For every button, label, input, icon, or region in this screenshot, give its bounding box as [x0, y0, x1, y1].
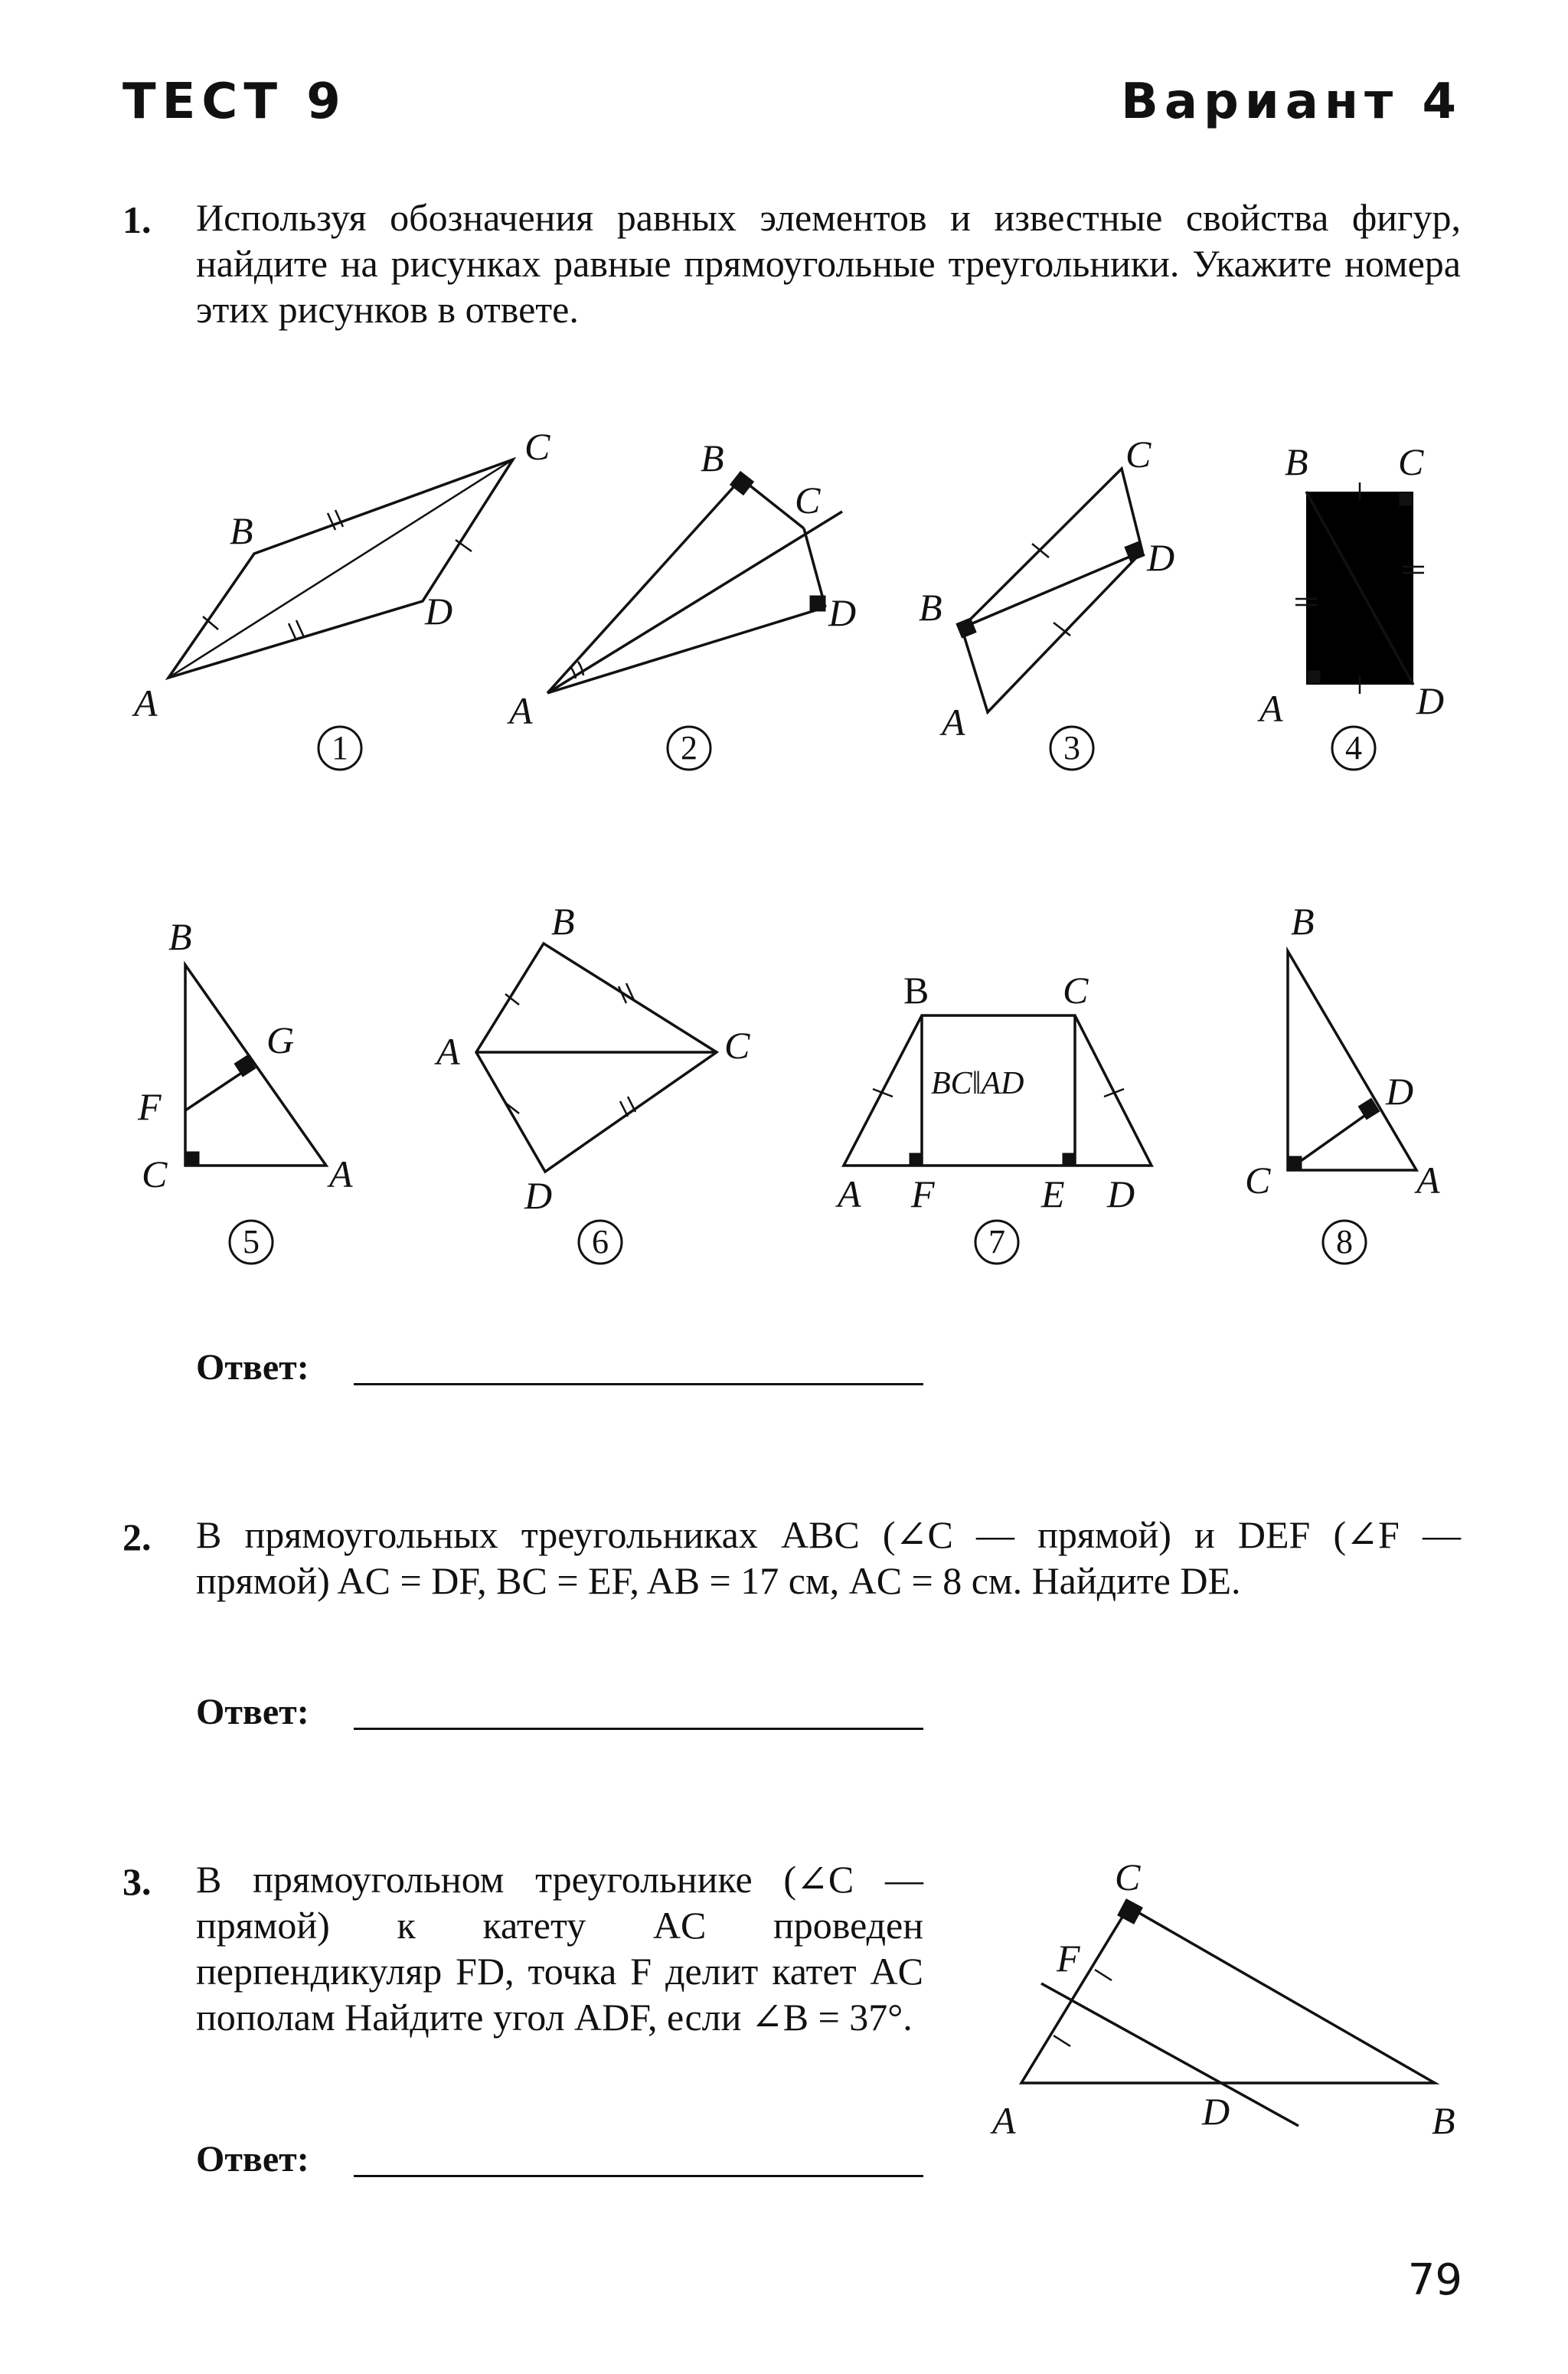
problem-1-answer-label: Ответ:	[196, 1347, 309, 1388]
figure-6-kite	[429, 896, 781, 1225]
fig5-label-g: G	[266, 1019, 295, 1061]
fig2-label-a: A	[509, 689, 533, 732]
p3-label-a: A	[992, 2099, 1016, 2142]
problem-1-answer-line[interactable]	[354, 1383, 923, 1385]
fig8-label-a: A	[1416, 1159, 1440, 1202]
fig3-number-text: 3	[1063, 729, 1080, 767]
fig7-label-e: E	[1041, 1172, 1065, 1215]
fig7-label-a: A	[838, 1172, 861, 1215]
fig6-number-text: 6	[592, 1223, 609, 1261]
fig2-label-b: B	[701, 437, 724, 479]
figure-5-triangle	[130, 911, 390, 1218]
problem-1-number: 1.	[122, 198, 152, 241]
figure-1-extra	[130, 429, 131, 430]
figure-7-trapezoid	[819, 965, 1187, 1225]
figure-3-quadrilateral	[919, 433, 1225, 744]
figure-6-number	[576, 1218, 625, 1267]
figure-2-kite	[505, 437, 873, 743]
fig4-label-d: D	[1416, 679, 1445, 722]
fig5-label-b: B	[168, 915, 192, 958]
fig3-label-c: C	[1125, 433, 1152, 476]
problem-3-number: 3.	[122, 1860, 152, 1903]
figure-problem-3-triangle	[980, 1853, 1485, 2160]
fig5-label-c: C	[142, 1153, 168, 1195]
fig2-number-text: 2	[681, 729, 697, 767]
fig7-label-f: F	[911, 1172, 935, 1215]
fig8-label-c: C	[1245, 1159, 1271, 1202]
variant-title: Вариант 4	[1121, 74, 1462, 130]
fig7-label-d: D	[1107, 1172, 1135, 1215]
fig5-label-a: A	[329, 1153, 353, 1195]
fig6-label-b: B	[551, 900, 575, 943]
figure-7-number	[972, 1218, 1021, 1267]
problem-1-text: Используя обозначения равных элементов и известные свойства фигур, найдите на рисунках равные прямоугольные треугольники. Укажите номера этих рисунков в ответе.	[196, 196, 1461, 331]
fig1-label-a: A	[134, 682, 158, 724]
problem-3-text: В прямоугольном треугольнике (∠C — прямой) к катету AC проведен перпендикуляр FD, точка F делит катет AC пополам Найдите угол ADF, если ∠B = 37°.	[196, 1858, 923, 2039]
fig1-number-text: 1	[332, 729, 348, 767]
fig3-label-b: B	[919, 586, 942, 629]
problem-2-text: В прямоугольных треугольниках ABC (∠C — прямой) и DEF (∠F — прямой) AC = DF, BC = EF, AB = 17 см, AC = 8 см. Найдите DE.	[196, 1513, 1461, 1602]
figure-2-number	[665, 724, 714, 773]
figure-1-number	[315, 724, 364, 773]
fig4-label-c: C	[1398, 440, 1424, 483]
p3-label-b: B	[1432, 2099, 1455, 2142]
test-title: ТЕСТ 9	[122, 74, 347, 130]
page-number: 79	[1407, 2255, 1462, 2305]
fig4-label-a: A	[1259, 687, 1283, 730]
fig4-label-b: B	[1285, 440, 1308, 483]
fig7-number-text: 7	[988, 1223, 1005, 1261]
figure-4-rectangle	[1256, 437, 1485, 743]
fig7-label-b: B	[903, 969, 929, 1012]
fig5-label-f: F	[138, 1085, 162, 1128]
fig6-label-a: A	[436, 1030, 460, 1073]
figure-4-number	[1329, 724, 1378, 773]
figure-3-number	[1047, 724, 1096, 773]
fig6-label-d: D	[524, 1174, 553, 1217]
fig4-number-text: 4	[1345, 729, 1362, 767]
figure-8-number	[1320, 1218, 1369, 1267]
problem-3-answer-line[interactable]	[354, 2175, 923, 2177]
fig5-number-text: 5	[243, 1223, 260, 1261]
fig2-label-c: C	[795, 479, 821, 522]
figure-8-triangle	[1233, 900, 1478, 1218]
fig1-label-b: B	[230, 509, 253, 552]
fig8-label-b: B	[1291, 900, 1315, 943]
fig3-label-d: D	[1147, 536, 1175, 579]
fig1-label-d: D	[425, 590, 453, 633]
p3-label-d: D	[1202, 2090, 1230, 2133]
fig8-label-d: D	[1386, 1070, 1414, 1113]
problem-2-answer-label: Ответ:	[196, 1692, 309, 1732]
fig7-label-c: C	[1063, 969, 1089, 1012]
p3-label-f: F	[1057, 1937, 1080, 1980]
fig8-number-text: 8	[1336, 1223, 1353, 1261]
problem-2-number: 2.	[122, 1516, 152, 1558]
problem-2-answer-line[interactable]	[354, 1728, 923, 1730]
figure-1-rhombus	[130, 425, 550, 766]
fig7-parallel-note: BC‖AD	[931, 1066, 1024, 1101]
figure-5-number	[227, 1218, 276, 1267]
p3-label-c: C	[1115, 1856, 1141, 1898]
fig3-label-a: A	[942, 701, 965, 744]
fig2-label-d: D	[828, 591, 857, 634]
fig1-label-c: C	[524, 425, 550, 468]
fig6-label-c: C	[724, 1024, 750, 1067]
problem-3-answer-label: Ответ:	[196, 2139, 309, 2179]
